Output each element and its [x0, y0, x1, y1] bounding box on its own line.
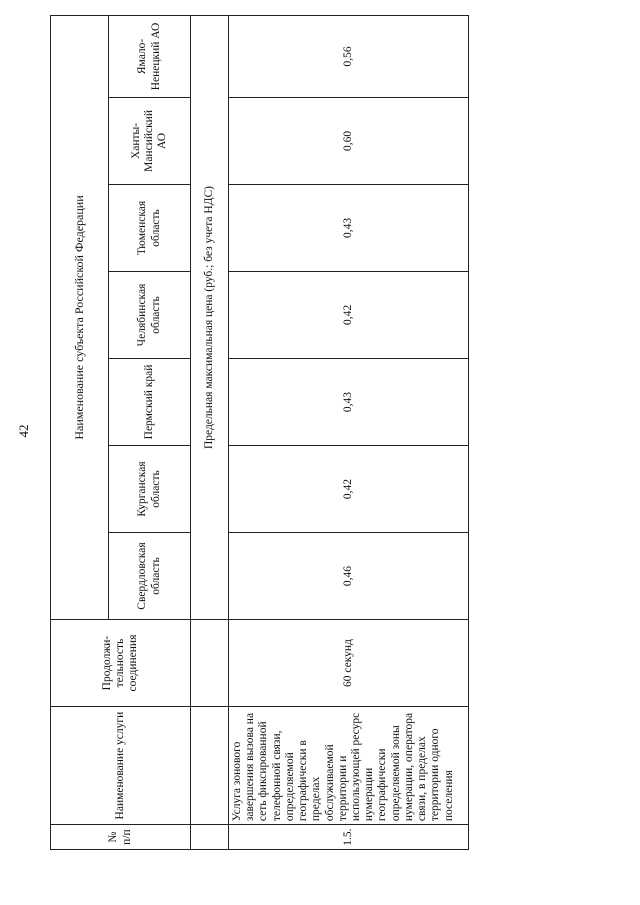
header-region: Ханты-Мансийский АО: [109, 97, 191, 184]
row-service: Услуга зонового завершения вызова на сеть фиксированной телефонной связи, определяемой географически в пределах обслуживаемой территории и использующей ресурс нумерации географически определяемой зоны нумерации, оператора связи, в пределах территории одного поселения: [229, 707, 469, 825]
price-cell: 0,42: [229, 446, 469, 533]
rotated-table-container: [50, 15, 468, 850]
empty-cell: [191, 825, 229, 850]
header-number: № п/п: [51, 825, 191, 850]
header-region: Курганская область: [109, 446, 191, 533]
row-duration: 60 секунд: [229, 620, 469, 707]
header-row-subject: [51, 16, 109, 850]
header-region: Свердловская область: [109, 533, 191, 620]
empty-cell: [191, 620, 229, 707]
header-subject: Наименование субъекта Российской Федерации: [51, 16, 109, 620]
header-region: Челябинская область: [109, 271, 191, 358]
price-cell: 0,42: [229, 271, 469, 358]
price-cell: 0,46: [229, 533, 469, 620]
header-region: Ямало-Ненецкий АО: [109, 16, 191, 98]
header-duration: Продолжи-тельность соединения: [51, 620, 191, 707]
price-cell: 0,43: [229, 358, 469, 445]
empty-cell: [191, 707, 229, 825]
price-cell: 0,43: [229, 184, 469, 271]
tariff-table: [50, 15, 469, 850]
header-service: Наименование услуги: [51, 707, 191, 825]
price-cell: 0,60: [229, 97, 469, 184]
header-price: Предельная максимальная цена (руб.; без учета НДС): [191, 16, 229, 620]
row-number: 1.5.: [229, 825, 469, 850]
table-row: [229, 16, 469, 850]
header-region: Тюменская область: [109, 184, 191, 271]
header-row-price: [191, 16, 229, 850]
header-region: Пермский край: [109, 358, 191, 445]
price-cell: 0,56: [229, 16, 469, 98]
page-number: 42: [16, 424, 31, 438]
